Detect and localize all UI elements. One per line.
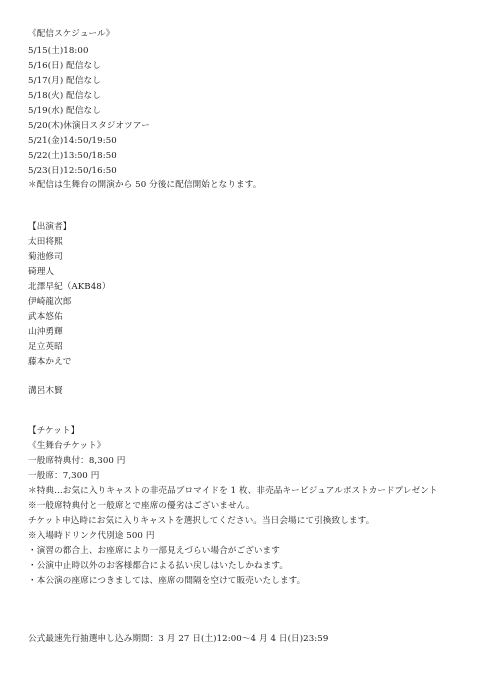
cast-member: 藤本かえで	[28, 357, 72, 367]
schedule-item: 5/19(水) 配信なし	[28, 106, 101, 116]
ticket-line: ・本公演の座席につきましては、座席の間隔を空けて販売いたします。	[28, 576, 306, 586]
schedule-item: 5/15(土)18:00	[28, 46, 89, 56]
cast-member: 伊崎龍次郎	[28, 297, 72, 307]
schedule-item: 5/18(火) 配信なし	[28, 91, 101, 101]
ticket-line: ※入場時ドリンク代別途 500 円	[28, 531, 155, 541]
cast-member: 山沖勇輝	[28, 327, 63, 337]
ticket-line: チケット申込時にお気に入りキャストを選択してください。当日会場にて引換致します。	[28, 516, 375, 526]
cast-member: 碕理人	[28, 267, 55, 277]
schedule-note: ＊配信は生舞台の開演から 50 分後に配信開始となります。	[28, 180, 262, 190]
schedule-heading: 《配信スケジュール》	[28, 29, 115, 39]
cast-member: 北澤早紀（AKB48）	[28, 282, 111, 292]
cast-extra: 溝呂木賢	[28, 386, 63, 396]
cast-member: 武本悠佑	[28, 312, 63, 322]
schedule-item: 5/16(日) 配信なし	[28, 61, 101, 71]
schedule-item: 5/22(土)13:50/18:50	[28, 151, 117, 161]
ticket-line: ・公演中止時以外のお客様都合による払い戻しはいたしかねます。	[28, 561, 289, 571]
ticket-subheading: 《生舞台チケット》	[28, 441, 106, 451]
ticket-line: ＊特典…お気に入りキャストの非売品ブロマイドを 1 枚、非売品キービジュアルポストカードプレゼント	[28, 486, 438, 496]
ticket-line: 一般席特典付：8,300 円	[28, 456, 126, 466]
ticket-heading: 【チケット】	[28, 426, 80, 436]
cast-member: 足立英昭	[28, 342, 63, 352]
ticket-line: ※一般席特典付と一般席とで座席の優劣はございません。	[28, 501, 255, 511]
schedule-item: 5/21(金)14:50/19:50	[28, 136, 117, 146]
schedule-item: 5/20(木)休演日スタジオツアー	[28, 121, 150, 131]
schedule-item: 5/17(月) 配信なし	[28, 76, 101, 86]
ticket-line: 一般席：7,300 円	[28, 471, 100, 481]
cast-heading: 【出演者】	[28, 222, 72, 232]
ticket-line: ・演習の都合上、お座席により一部見えづらい場合がございます	[28, 546, 280, 556]
cast-member: 菊池修司	[28, 252, 63, 262]
schedule-item: 5/23(日)12:50/16:50	[28, 166, 117, 176]
lottery-period: 公式最速先行抽選申し込み期間：3 月 27 日(土)12:00～4 月 4 日(日)23:59	[28, 634, 329, 644]
cast-member: 太田将熙	[28, 237, 63, 247]
